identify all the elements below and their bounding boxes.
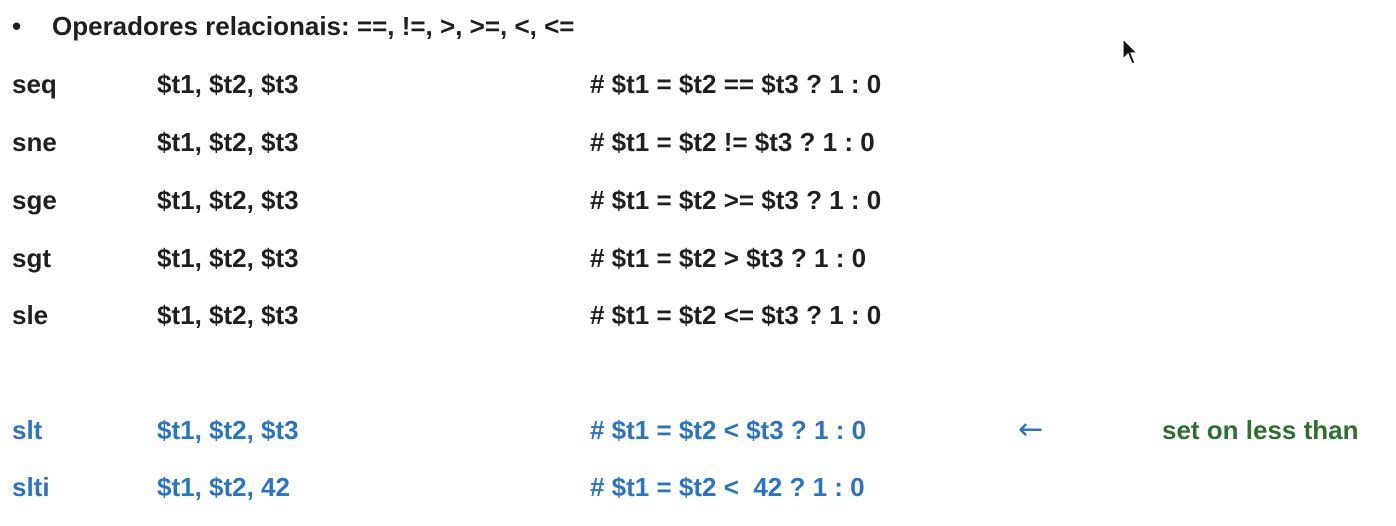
instruction-op: sge bbox=[12, 185, 57, 215]
instruction-row-sge bbox=[0, 180, 1396, 220]
instruction-comment: # $t1 = $t2 >= $t3 ? 1 : 0 bbox=[590, 185, 882, 215]
instruction-op: seq bbox=[12, 69, 57, 99]
bullet-symbol: • bbox=[12, 11, 22, 41]
instruction-args: $t1, $t2, $t3 bbox=[157, 300, 299, 330]
left-arrow-icon: ← bbox=[1018, 412, 1044, 447]
instruction-comment: # $t1 = $t2 < 42 ? 1 : 0 bbox=[590, 472, 865, 502]
instruction-row-sgt bbox=[0, 238, 1396, 278]
instruction-op: sgt bbox=[12, 243, 51, 273]
instruction-comment: # $t1 = $t2 <= $t3 ? 1 : 0 bbox=[590, 300, 882, 330]
instruction-args: $t1, $t2, $t3 bbox=[157, 415, 299, 445]
instruction-args: $t1, $t2, $t3 bbox=[157, 69, 299, 99]
instruction-op: slt bbox=[12, 415, 43, 445]
bullet-text: Operadores relacionais: ==, !=, >, >=, <, <= bbox=[52, 11, 575, 41]
instruction-args: $t1, $t2, $t3 bbox=[157, 185, 299, 215]
instruction-args: $t1, $t2, $t3 bbox=[157, 127, 299, 157]
instruction-row-slti bbox=[0, 467, 1396, 507]
instruction-args: $t1, $t2, $t3 bbox=[157, 243, 299, 273]
instruction-comment: # $t1 = $t2 == $t3 ? 1 : 0 bbox=[590, 69, 882, 99]
instruction-op: sle bbox=[12, 300, 49, 330]
note-set-on-less-than: set on less than bbox=[1162, 415, 1359, 445]
mouse-pointer-icon bbox=[1122, 38, 1138, 66]
bullet-heading bbox=[12, 8, 574, 44]
instruction-comment: # $t1 = $t2 < $t3 ? 1 : 0 bbox=[590, 415, 867, 445]
instruction-row-sne bbox=[0, 122, 1396, 162]
instruction-op: sne bbox=[12, 127, 57, 157]
instruction-comment: # $t1 = $t2 > $t3 ? 1 : 0 bbox=[590, 243, 867, 273]
instruction-args: $t1, $t2, 42 bbox=[157, 472, 290, 502]
instruction-comment: # $t1 = $t2 != $t3 ? 1 : 0 bbox=[590, 127, 875, 157]
instruction-row-slt bbox=[0, 410, 1396, 450]
instruction-row-seq bbox=[0, 64, 1396, 104]
instruction-row-sle bbox=[0, 295, 1396, 335]
instruction-op: slti bbox=[12, 472, 50, 502]
